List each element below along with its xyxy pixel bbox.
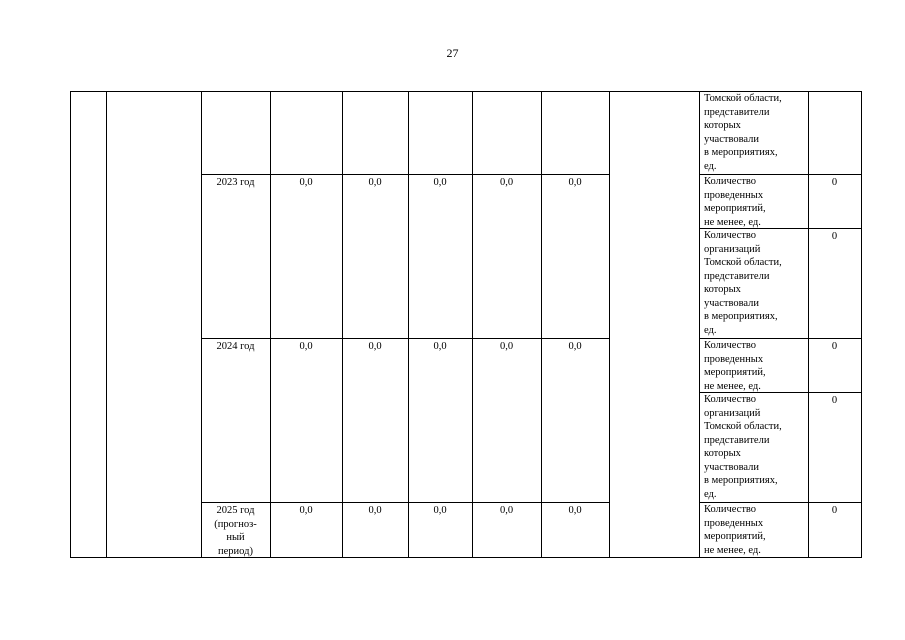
value-cell: [342, 91, 409, 175]
indicator-value-cell: [808, 228, 862, 339]
value-cell: [270, 174, 343, 339]
value-text: 0,0: [299, 177, 313, 188]
indicator-value: 0: [831, 395, 838, 406]
indicator-name: Количество проведенных мероприятий, не менее, ед.: [704, 340, 766, 392]
indicator-value-cell: [808, 91, 862, 175]
value-cell: [270, 91, 343, 175]
indicator-value: 0: [831, 177, 838, 188]
indicator-name: Количество проведенных мероприятий, не менее, ед.: [704, 504, 766, 556]
value-cell: [541, 91, 610, 175]
indicator-name: Томской области, представители которых участвовали в мероприятиях, ед.: [704, 93, 782, 172]
merged-cell-col-1: [70, 91, 107, 558]
value-text: 0,0: [368, 177, 382, 188]
indicator-value: 0: [831, 341, 838, 352]
indicator-name: Количество проведенных мероприятий, не менее, ед.: [704, 176, 766, 228]
value-text: 0,0: [499, 341, 514, 352]
page-number: 27: [446, 46, 459, 60]
value-text: 0,0: [568, 505, 582, 516]
value-text: 0,0: [299, 505, 313, 516]
indicator-name: Количество организаций Томской области, представители которых участвовали в мероприятиях, ед.: [704, 230, 782, 336]
year-label: 2023 год: [216, 177, 255, 188]
value-cell: [270, 338, 343, 503]
value-cell: [472, 338, 542, 503]
value-text: 0,0: [568, 177, 582, 188]
value-cell: [472, 174, 542, 339]
value-text: 0,0: [568, 341, 582, 352]
indicator-value: 0: [831, 505, 838, 516]
value-text: 0,0: [499, 505, 514, 516]
merged-cell-col-2: [106, 91, 202, 558]
year-cell: [201, 338, 271, 503]
year-label: 2025 год (прогноз- ный период): [214, 505, 257, 557]
indicator-value: 0: [831, 231, 838, 242]
value-text: 0,0: [433, 341, 447, 352]
year-cell: [201, 91, 271, 175]
value-cell: [342, 338, 409, 503]
value-cell: [408, 91, 473, 175]
year-label: 2024 год: [216, 341, 255, 352]
value-text: 0,0: [368, 505, 382, 516]
value-cell: [541, 338, 610, 503]
value-cell: [408, 174, 473, 339]
merged-cell-col-9: [609, 91, 700, 558]
year-cell: [201, 174, 271, 339]
indicator-name: Количество организаций Томской области, представители которых участвовали в мероприятиях, ед.: [704, 394, 782, 500]
value-text: 0,0: [368, 341, 382, 352]
value-text: 0,0: [499, 177, 514, 188]
value-cell: [408, 338, 473, 503]
value-text: 0,0: [433, 177, 447, 188]
value-cell: [472, 91, 542, 175]
indicator-value-cell: [808, 392, 862, 503]
value-cell: [342, 174, 409, 339]
value-cell: [541, 174, 610, 339]
value-text: 0,0: [433, 505, 447, 516]
value-text: 0,0: [299, 341, 313, 352]
